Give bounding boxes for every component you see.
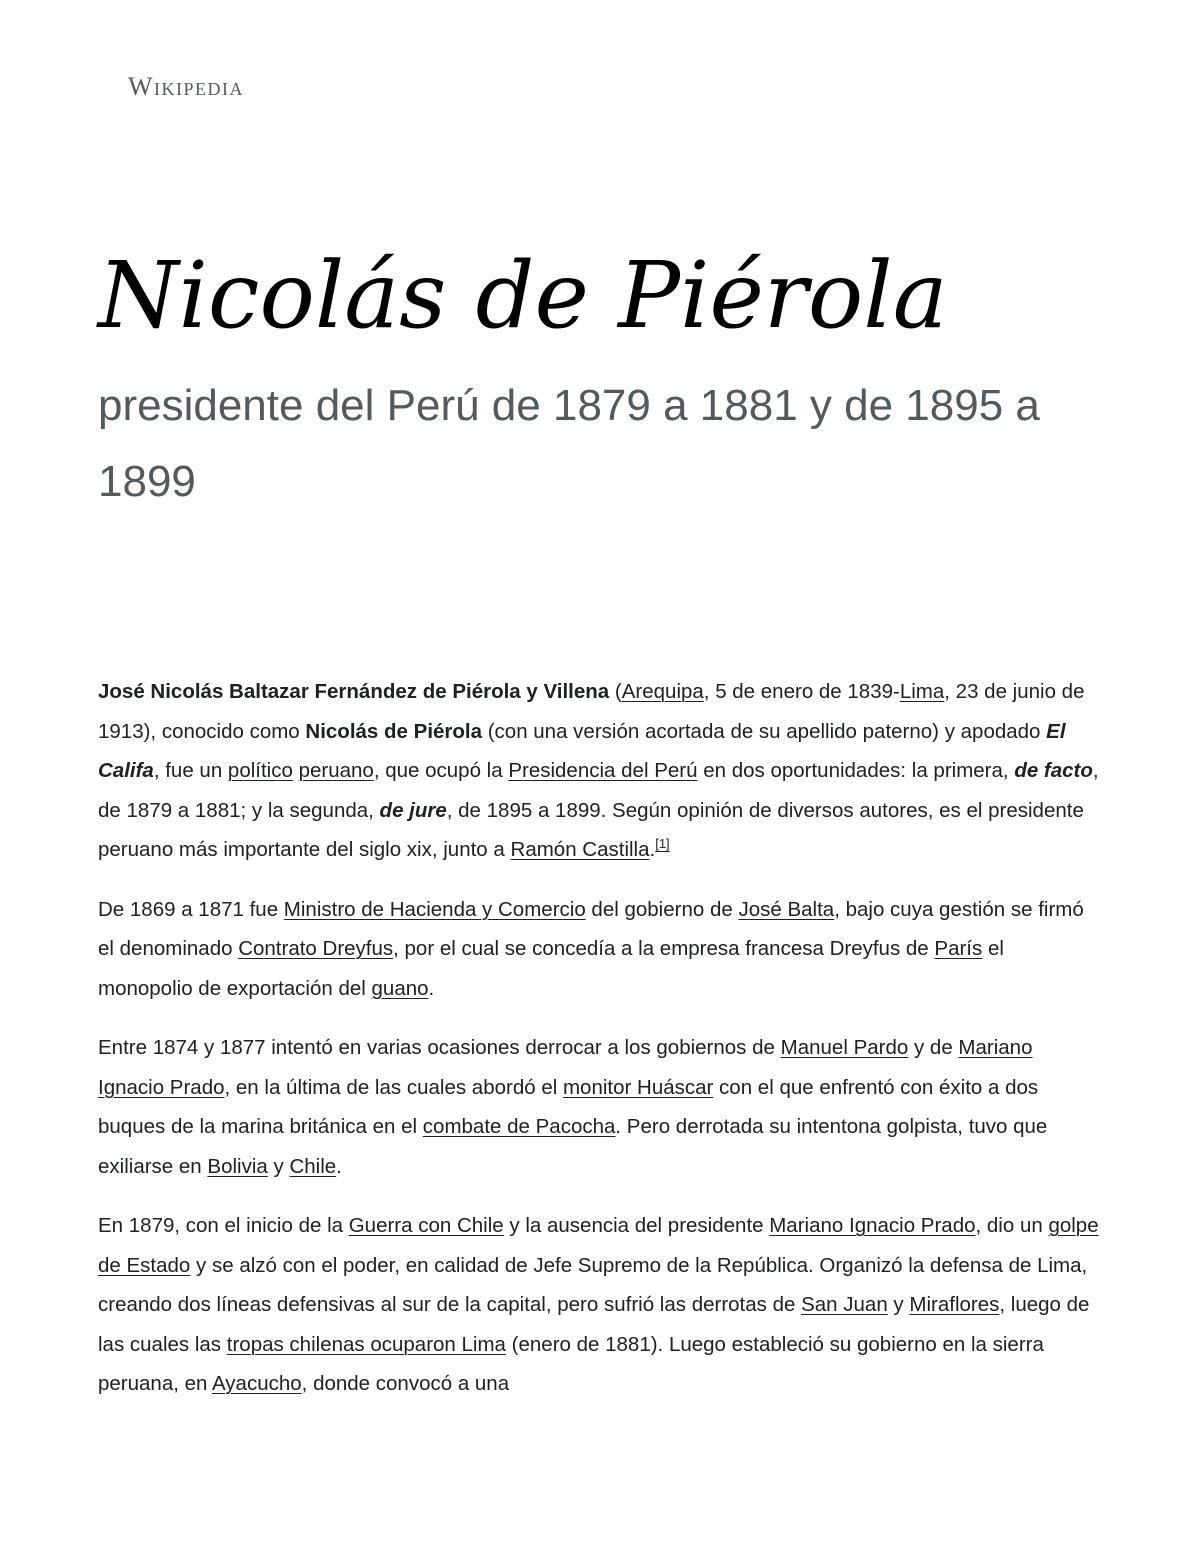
- link-san-juan[interactable]: San Juan: [801, 1293, 888, 1316]
- link-mariano-ignacio-prado-2[interactable]: Mariano Ignacio Prado: [769, 1214, 976, 1237]
- link-peruano[interactable]: peruano: [298, 759, 374, 782]
- reference-1[interactable]: [1]: [655, 836, 670, 852]
- paragraph-guerra: En 1879, con el inicio de la Guerra con Chile y la ausencia del presidente Mariano Ignacio Prado, dio un golpe de Estado y se alzó con el poder, en calidad de Jefe Supremo de la República. Organizó la defensa de Lima, creando dos líneas defensivas al sur de la capital, pero sufrió las derrotas de San Juan y Miraflores, luego de las cuales las tropas chilenas ocuparon Lima (enero de 1881). Luego estableció su gobierno en la sierra peruana, en Ayacucho, donde convocó a una: [98, 1214, 1099, 1395]
- link-miraflores[interactable]: Miraflores: [909, 1293, 1000, 1316]
- link-monitor-huascar[interactable]: monitor Huáscar: [562, 1075, 714, 1099]
- link-tropas-chilenas-ocuparon-lima[interactable]: tropas chilenas ocuparon Lima: [226, 1332, 506, 1356]
- link-bolivia[interactable]: Bolivia: [207, 1154, 268, 1178]
- paragraph-ministro: De 1869 a 1871 fue Ministro de Hacienda y Comercio del gobierno de José Balta, bajo cuya gestión se firmó el denominado Contrato Dreyfus, por el cual se concedía a la empresa francesa Dreyfus de París el monopolio de exportación del guano.: [98, 897, 1084, 1000]
- link-chile[interactable]: Chile: [289, 1154, 337, 1178]
- page-title: Nicolás de Piérola: [98, 242, 948, 349]
- paragraph-intro: José Nicolás Baltazar Fernández de Piérola y Villena (Arequipa, 5 de enero de 1839-Lima, 23 de junio de 1913), conocido como Nicolás de Piérola (con una versión acortada de su apellido paterno) y apodado El Califa, fue un político peruano, que ocupó la Presidencia del Perú en dos oportunidades: la primera, de facto, de 1879 a 1881; y la segunda, de jure, de 1895 a 1899. Según opinión de diversos autores, es el presidente peruano más importante del siglo xix, junto a Ramón Castilla.[1]: [98, 680, 1099, 861]
- de-facto-term: de facto: [1014, 759, 1093, 782]
- link-manuel-pardo[interactable]: Manuel Pardo: [780, 1036, 909, 1059]
- link-guerra-con-chile[interactable]: Guerra con Chile: [348, 1214, 504, 1237]
- link-ayacucho[interactable]: Ayacucho: [212, 1372, 302, 1395]
- link-lima[interactable]: Lima: [899, 680, 945, 703]
- link-combate-de-pacocha[interactable]: combate de Pacocha: [422, 1115, 616, 1138]
- page-subtitle: presidente del Perú de 1879 a 1881 y de 1895 a 1899: [98, 381, 1040, 506]
- wikipedia-logo[interactable]: Wikipedia: [128, 72, 245, 101]
- nickname: El Califa: [98, 719, 1066, 782]
- link-presidencia-del-peru[interactable]: Presidencia del Perú: [508, 759, 698, 782]
- link-golpe-de-estado[interactable]: golpe de Estado: [98, 1214, 1099, 1277]
- article-body: [98, 672, 1104, 1424]
- full-name: José Nicolás Baltazar Fernández de Piérola y Villena: [98, 680, 610, 703]
- link-contrato-dreyfus[interactable]: Contrato Dreyfus: [238, 937, 394, 960]
- link-ministro-hacienda[interactable]: Ministro de Hacienda y Comercio: [283, 897, 586, 921]
- link-mariano-ignacio-prado[interactable]: Mariano Ignacio Prado: [98, 1036, 1033, 1099]
- short-name: Nicolás de Piérola: [305, 719, 483, 743]
- link-politico[interactable]: político: [227, 759, 293, 782]
- de-jure-term: de jure: [379, 798, 447, 822]
- paragraph-golpes: Entre 1874 y 1877 intentó en varias ocasiones derrocar a los gobiernos de Manuel Pardo y de Mariano Ignacio Prado, en la última de las cuales abordó el monitor Huáscar con el que enfrentó con éxito a dos buques de la marina británica en el combate de Pacocha. Pero derrotada su intentona golpista, tuvo que exiliarse en Bolivia y Chile.: [98, 1036, 1048, 1178]
- link-guano[interactable]: guano: [371, 976, 429, 1000]
- link-ramon-castilla[interactable]: Ramón Castilla: [510, 838, 650, 861]
- link-arequipa[interactable]: Arequipa: [621, 680, 704, 703]
- link-jose-balta[interactable]: José Balta: [738, 897, 835, 921]
- link-paris[interactable]: París: [934, 937, 983, 960]
